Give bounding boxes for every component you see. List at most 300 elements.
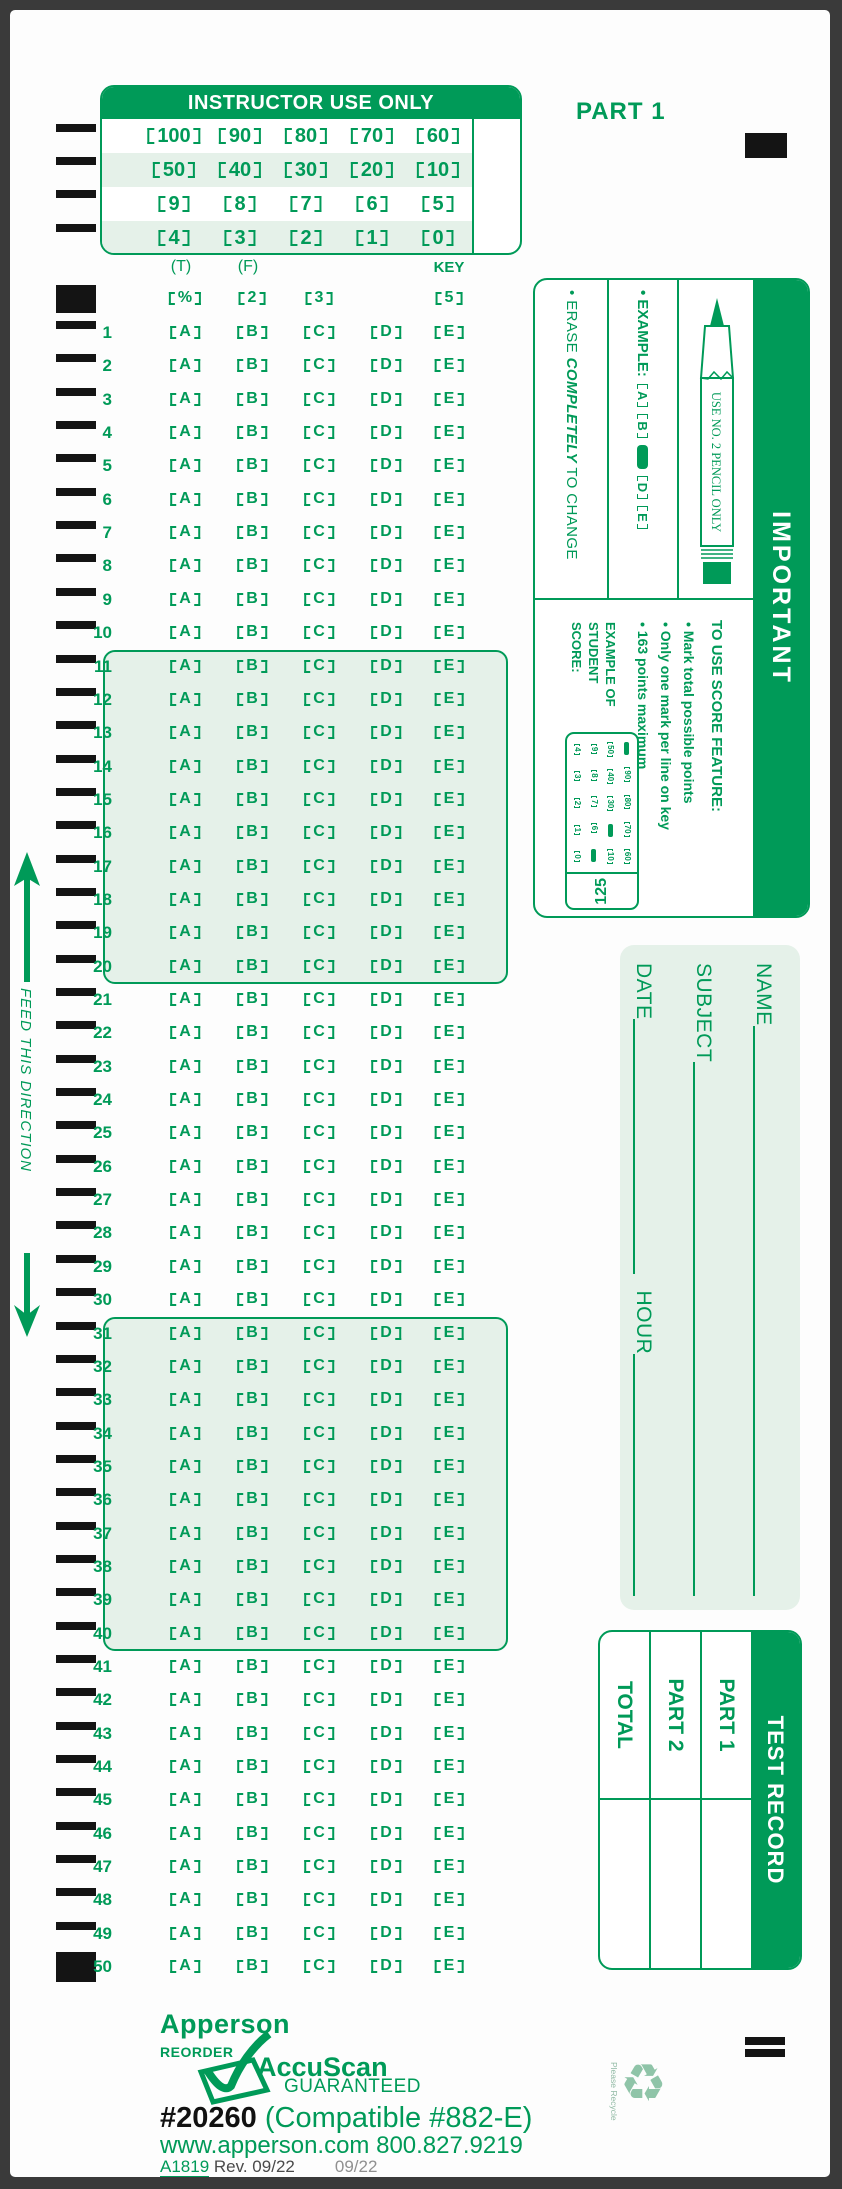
score-bubble-100[interactable]: 100	[147, 126, 200, 146]
answer-bubble-q17-A[interactable]: A	[170, 858, 200, 874]
answer-bubble-q36-A[interactable]: A	[170, 1491, 200, 1507]
answer-bubble-q38-C[interactable]: C	[304, 1558, 334, 1574]
answer-bubble-q24-A[interactable]: A	[170, 1091, 200, 1107]
right-bracket	[395, 1260, 401, 1273]
score-bubble-50[interactable]: 50	[153, 160, 195, 180]
answer-bubble-q2-D[interactable]: D	[371, 357, 401, 373]
answer-bubble-q10-B[interactable]: B	[237, 624, 267, 640]
answer-bubble-q43-C[interactable]: C	[304, 1725, 334, 1741]
answer-bubble-q20-B[interactable]: B	[237, 958, 267, 974]
answer-bubble-q1-C[interactable]: C	[304, 324, 334, 340]
answer-bubble-q34-C[interactable]: C	[304, 1425, 334, 1441]
answer-bubble-q10-A[interactable]: A	[170, 624, 200, 640]
answer-bubble-q9-B[interactable]: B	[237, 591, 267, 607]
answer-bubble-q18-C[interactable]: C	[304, 891, 334, 907]
score-bubble-90[interactable]: 90	[219, 126, 261, 146]
answer-bubble-q10-D[interactable]: D	[371, 624, 401, 640]
answer-bubble-q18-E[interactable]: E	[435, 891, 464, 907]
answer-bubble-q33-E[interactable]: E	[435, 1391, 464, 1407]
score-bubble-5[interactable]: 5	[422, 194, 453, 214]
right-bracket	[457, 426, 463, 439]
answer-bubble-q9-A[interactable]: A	[170, 591, 200, 607]
answer-bubble-q3-D[interactable]: D	[371, 391, 401, 407]
answer-bubble-q38-E[interactable]: E	[435, 1558, 464, 1574]
right-bracket	[194, 593, 200, 606]
answer-bubble-q48-A[interactable]: A	[170, 1891, 200, 1907]
left-bracket	[237, 693, 243, 706]
answer-bubble-q43-D[interactable]: D	[371, 1725, 401, 1741]
answer-bubble-q46-B[interactable]: B	[237, 1825, 267, 1841]
answer-bubble-q19-B[interactable]: B	[237, 924, 267, 940]
answer-bubble-q22-C[interactable]: C	[304, 1024, 334, 1040]
answer-bubble-q39-C[interactable]: C	[304, 1591, 334, 1607]
answer-bubble-q38-D[interactable]: D	[371, 1558, 401, 1574]
answer-bubble-q35-E[interactable]: E	[435, 1458, 464, 1474]
answer-bubble-q36-B[interactable]: B	[237, 1491, 267, 1507]
answer-bubble-q17-B[interactable]: B	[237, 858, 267, 874]
answer-bubble-q18-A[interactable]: A	[170, 891, 200, 907]
answer-bubble-q43-E[interactable]: E	[435, 1725, 464, 1741]
answer-bubble-q37-B[interactable]: B	[237, 1525, 267, 1541]
answer-bubble-q31-A[interactable]: A	[170, 1325, 200, 1341]
answer-bubble-q13-D[interactable]: D	[371, 724, 401, 740]
answer-bubble-q47-C[interactable]: C	[304, 1858, 334, 1874]
answer-bubble-q48-D[interactable]: D	[371, 1891, 401, 1907]
answer-bubble-q13-A[interactable]: A	[170, 724, 200, 740]
answer-bubble-q27-E[interactable]: E	[435, 1191, 464, 1207]
answer-bubble-q40-C[interactable]: C	[304, 1625, 334, 1641]
answer-bubble-q47-B[interactable]: B	[237, 1858, 267, 1874]
answer-bubble-q16-B[interactable]: B	[237, 824, 267, 840]
answer-bubble-q13-C[interactable]: C	[304, 724, 334, 740]
answer-bubble-q50-A[interactable]: A	[170, 1958, 200, 1974]
right-bracket	[395, 1527, 401, 1540]
answer-bubble-q46-E[interactable]: E	[435, 1825, 464, 1841]
answer-bubble-q29-D[interactable]: D	[371, 1258, 401, 1274]
answer-bubble-q6-D[interactable]: D	[371, 491, 401, 507]
answer-bubble-q36-E[interactable]: E	[435, 1491, 464, 1507]
answer-bubble-q41-D[interactable]: D	[371, 1658, 401, 1674]
answer-bubble-q3-C[interactable]: C	[304, 391, 334, 407]
answer-bubble-q4-B[interactable]: B	[237, 424, 267, 440]
answer-bubble-q35-D[interactable]: D	[371, 1458, 401, 1474]
answer-bubble-q37-E[interactable]: E	[435, 1525, 464, 1541]
answer-bubble-q50-D[interactable]: D	[371, 1958, 401, 1974]
answer-bubble-q40-B[interactable]: B	[237, 1625, 267, 1641]
right-bracket	[395, 1026, 401, 1039]
answer-bubble-q7-B[interactable]: B	[237, 524, 267, 540]
answer-bubble-q28-C[interactable]: C	[304, 1224, 334, 1240]
answer-bubble-q7-C[interactable]: C	[304, 524, 334, 540]
total-score-cell[interactable]	[600, 1800, 649, 1968]
answer-bubble-q50-B[interactable]: B	[237, 1958, 267, 1974]
answer-bubble-q36-C[interactable]: C	[304, 1491, 334, 1507]
score-bubble-30[interactable]: 30	[285, 160, 327, 180]
answer-bubble-q21-E[interactable]: E	[435, 991, 464, 1007]
answer-bubble-q18-D[interactable]: D	[371, 891, 401, 907]
answer-bubble-q41-C[interactable]: C	[304, 1658, 334, 1674]
answer-bubble-q31-B[interactable]: B	[237, 1325, 267, 1341]
answer-bubble-q44-B[interactable]: B	[237, 1758, 267, 1774]
answer-bubble-q46-D[interactable]: D	[371, 1825, 401, 1841]
answer-bubble-q38-B[interactable]: B	[237, 1558, 267, 1574]
score-bubble-40[interactable]: 40	[219, 160, 261, 180]
answer-bubble-q2-B[interactable]: B	[237, 357, 267, 373]
answer-bubble-q26-A[interactable]: A	[170, 1158, 200, 1174]
answer-bubble-q27-B[interactable]: B	[237, 1191, 267, 1207]
answer-bubble-q12-A[interactable]: A	[170, 691, 200, 707]
answer-bubble-q37-C[interactable]: C	[304, 1525, 334, 1541]
left-bracket	[371, 1093, 377, 1106]
answer-bubble-q20-C[interactable]: C	[304, 958, 334, 974]
answer-bubble-q9-E[interactable]: E	[435, 591, 464, 607]
answer-bubble-q27-D[interactable]: D	[371, 1191, 401, 1207]
answer-bubble-q32-E[interactable]: E	[435, 1358, 464, 1374]
answer-bubble-q14-A[interactable]: A	[170, 758, 200, 774]
subject-input-line[interactable]	[693, 1062, 703, 1596]
answer-bubble-q5-D[interactable]: D	[371, 457, 401, 473]
key-bubble-%[interactable]: %	[169, 290, 201, 306]
answer-bubble-q44-C[interactable]: C	[304, 1758, 334, 1774]
answer-bubble-q26-E[interactable]: E	[435, 1158, 464, 1174]
answer-bubble-q47-A[interactable]: A	[170, 1858, 200, 1874]
score-bubble-60[interactable]: 60	[417, 126, 459, 146]
answer-bubble-q31-E[interactable]: E	[435, 1325, 464, 1341]
answer-bubble-q7-E[interactable]: E	[435, 524, 464, 540]
score-bubble-9[interactable]: 9	[158, 194, 189, 214]
answer-bubble-q12-D[interactable]: D	[371, 691, 401, 707]
left-bracket	[435, 793, 441, 806]
left-bracket	[435, 1627, 441, 1640]
answer-bubble-q40-D[interactable]: D	[371, 1625, 401, 1641]
answer-bubble-q5-E[interactable]: E	[435, 457, 464, 473]
answer-bubble-q33-D[interactable]: D	[371, 1391, 401, 1407]
right-bracket	[328, 1893, 334, 1906]
answer-bubble-q30-B[interactable]: B	[237, 1291, 267, 1307]
answer-bubble-q49-C[interactable]: C	[304, 1925, 334, 1941]
answer-bubble-q5-B[interactable]: B	[237, 457, 267, 473]
answer-bubble-q34-B[interactable]: B	[237, 1425, 267, 1441]
right-bracket	[194, 1193, 200, 1206]
answer-bubble-q50-C[interactable]: C	[304, 1958, 334, 1974]
hour-input-line[interactable]	[633, 1354, 643, 1596]
answer-bubble-q20-E[interactable]: E	[435, 958, 464, 974]
answer-bubble-q48-E[interactable]: E	[435, 1891, 464, 1907]
answer-bubble-q44-E[interactable]: E	[435, 1758, 464, 1774]
answer-bubble-q22-D[interactable]: D	[371, 1024, 401, 1040]
answer-bubble-q14-D[interactable]: D	[371, 758, 401, 774]
answer-bubble-q25-E[interactable]: E	[435, 1124, 464, 1140]
answer-bubble-q31-D[interactable]: D	[371, 1325, 401, 1341]
answer-bubble-q7-D[interactable]: D	[371, 524, 401, 540]
answer-bubble-q14-C[interactable]: C	[304, 758, 334, 774]
answer-bubble-q50-E[interactable]: E	[435, 1958, 464, 1974]
left-bracket	[237, 1193, 243, 1206]
answer-bubble-q32-A[interactable]: A	[170, 1358, 200, 1374]
answer-bubble-q30-C[interactable]: C	[304, 1291, 334, 1307]
answer-bubble-q8-D[interactable]: D	[371, 557, 401, 573]
score-bubble-70[interactable]: 70	[351, 126, 393, 146]
answer-bubble-q27-A[interactable]: A	[170, 1191, 200, 1207]
answer-bubble-q45-A[interactable]: A	[170, 1791, 200, 1807]
answer-bubble-q45-D[interactable]: D	[371, 1791, 401, 1807]
answer-bubble-q36-D[interactable]: D	[371, 1491, 401, 1507]
answer-bubble-q5-A[interactable]: A	[170, 457, 200, 473]
answer-bubble-q14-B[interactable]: B	[237, 758, 267, 774]
answer-bubble-q6-C[interactable]: C	[304, 491, 334, 507]
answer-bubble-q19-A[interactable]: A	[170, 924, 200, 940]
answer-bubble-q45-B[interactable]: B	[237, 1791, 267, 1807]
answer-bubble-q18-B[interactable]: B	[237, 891, 267, 907]
answer-bubble-q35-C[interactable]: C	[304, 1458, 334, 1474]
left-bracket	[371, 1493, 377, 1506]
answer-bubble-q1-A[interactable]: A	[170, 324, 200, 340]
answer-bubble-q2-A[interactable]: A	[170, 357, 200, 373]
answer-bubble-q34-E[interactable]: E	[435, 1425, 464, 1441]
score-bubble-7[interactable]: 7	[290, 194, 321, 214]
answer-bubble-q25-B[interactable]: B	[237, 1124, 267, 1140]
answer-bubble-q40-A[interactable]: A	[170, 1625, 200, 1641]
score-bubble-10[interactable]: 10	[417, 160, 459, 180]
answer-bubble-q24-E[interactable]: E	[435, 1091, 464, 1107]
answer-bubble-q17-C[interactable]: C	[304, 858, 334, 874]
score-bubble-3[interactable]: 3	[224, 228, 255, 248]
answer-bubble-q11-D[interactable]: D	[371, 658, 401, 674]
answer-bubble-q42-D[interactable]: D	[371, 1691, 401, 1707]
answer-bubble-q11-C[interactable]: C	[304, 658, 334, 674]
answer-bubble-q4-E[interactable]: E	[435, 424, 464, 440]
answer-bubble-q23-D[interactable]: D	[371, 1058, 401, 1074]
answer-bubble-q22-A[interactable]: A	[170, 1024, 200, 1040]
answer-bubble-q17-E[interactable]: E	[435, 858, 464, 874]
answer-bubble-q42-E[interactable]: E	[435, 1691, 464, 1707]
answer-bubble-q11-A[interactable]: A	[170, 658, 200, 674]
answer-bubble-q4-C[interactable]: C	[304, 424, 334, 440]
answer-bubble-q39-E[interactable]: E	[435, 1591, 464, 1607]
answer-bubble-q26-B[interactable]: B	[237, 1158, 267, 1174]
answer-bubble-q30-E[interactable]: E	[435, 1291, 464, 1307]
answer-bubble-q23-E[interactable]: E	[435, 1058, 464, 1074]
answer-bubble-q16-E[interactable]: E	[435, 824, 464, 840]
answer-bubble-q2-C[interactable]: C	[304, 357, 334, 373]
answer-bubble-q37-D[interactable]: D	[371, 1525, 401, 1541]
answer-bubble-q32-C[interactable]: C	[304, 1358, 334, 1374]
answer-bubble-q39-A[interactable]: A	[170, 1591, 200, 1607]
answer-bubble-q12-B[interactable]: B	[237, 691, 267, 707]
answer-bubble-q8-A[interactable]: A	[170, 557, 200, 573]
answer-bubble-q41-B[interactable]: B	[237, 1658, 267, 1674]
score-bubble-80[interactable]: 80	[285, 126, 327, 146]
score-bubble-8[interactable]: 8	[224, 194, 255, 214]
answer-bubble-q2-E[interactable]: E	[435, 357, 464, 373]
question-number: 2	[102, 356, 112, 375]
answer-bubble-q1-B[interactable]: B	[237, 324, 267, 340]
answer-bubble-q31-C[interactable]: C	[304, 1325, 334, 1341]
answer-bubble-q3-B[interactable]: B	[237, 391, 267, 407]
answer-bubble-q1-E[interactable]: E	[435, 324, 464, 340]
answer-bubble-q38-A[interactable]: A	[170, 1558, 200, 1574]
answer-bubble-q8-C[interactable]: C	[304, 557, 334, 573]
answer-bubble-q26-C[interactable]: C	[304, 1158, 334, 1174]
answer-bubble-q33-C[interactable]: C	[304, 1391, 334, 1407]
answer-bubble-q8-E[interactable]: E	[435, 557, 464, 573]
question-row-10	[60, 622, 480, 644]
answer-bubble-q12-C[interactable]: C	[304, 691, 334, 707]
answer-bubble-q33-A[interactable]: A	[170, 1391, 200, 1407]
answer-bubble-q33-B[interactable]: B	[237, 1391, 267, 1407]
answer-bubble-q48-C[interactable]: C	[304, 1891, 334, 1907]
answer-bubble-q35-B[interactable]: B	[237, 1458, 267, 1474]
part2-score-cell[interactable]	[651, 1800, 700, 1968]
answer-bubble-q6-B[interactable]: B	[237, 491, 267, 507]
answer-bubble-q22-B[interactable]: B	[237, 1024, 267, 1040]
answer-bubble-q29-A[interactable]: A	[170, 1258, 200, 1274]
answer-bubble-q22-E[interactable]: E	[435, 1024, 464, 1040]
answer-bubble-q29-B[interactable]: B	[237, 1258, 267, 1274]
answer-bubble-q19-C[interactable]: C	[304, 924, 334, 940]
answer-bubble-q15-D[interactable]: D	[371, 791, 401, 807]
answer-bubble-q23-A[interactable]: A	[170, 1058, 200, 1074]
score-bubble-0[interactable]: 0	[422, 228, 453, 248]
answer-bubble-q32-D[interactable]: D	[371, 1358, 401, 1374]
answer-bubble-q3-A[interactable]: A	[170, 391, 200, 407]
answer-bubble-q10-C[interactable]: C	[304, 624, 334, 640]
answer-bubble-q6-E[interactable]: E	[435, 491, 464, 507]
answer-bubble-q41-A[interactable]: A	[170, 1658, 200, 1674]
answer-bubble-q46-C[interactable]: C	[304, 1825, 334, 1841]
answer-bubble-q4-D[interactable]: D	[371, 424, 401, 440]
answer-bubble-q11-E[interactable]: E	[435, 658, 464, 674]
right-bracket	[395, 1193, 401, 1206]
answer-bubble-q21-D[interactable]: D	[371, 991, 401, 1007]
answer-bubble-q28-D[interactable]: D	[371, 1224, 401, 1240]
answer-bubble-q21-C[interactable]: C	[304, 991, 334, 1007]
answer-bubble-q21-A[interactable]: A	[170, 991, 200, 1007]
answer-bubble-q20-D[interactable]: D	[371, 958, 401, 974]
answer-bubble-q15-C[interactable]: C	[304, 791, 334, 807]
answer-bubble-q13-E[interactable]: E	[435, 724, 464, 740]
answer-bubble-q7-A[interactable]: A	[170, 524, 200, 540]
answer-bubble-q30-D[interactable]: D	[371, 1291, 401, 1307]
answer-bubble-q27-C[interactable]: C	[304, 1191, 334, 1207]
answer-bubble-q34-A[interactable]: A	[170, 1425, 200, 1441]
answer-bubble-q21-B[interactable]: B	[237, 991, 267, 1007]
answer-bubble-q9-D[interactable]: D	[371, 591, 401, 607]
answer-bubble-q14-E[interactable]: E	[435, 758, 464, 774]
answer-bubble-q6-A[interactable]: A	[170, 491, 200, 507]
answer-bubble-q20-A[interactable]: A	[170, 958, 200, 974]
answer-bubble-q48-B[interactable]: B	[237, 1891, 267, 1907]
answer-bubble-q16-C[interactable]: C	[304, 824, 334, 840]
answer-bubble-q39-D[interactable]: D	[371, 1591, 401, 1607]
answer-bubble-q13-B[interactable]: B	[237, 724, 267, 740]
answer-bubble-q45-E[interactable]: E	[435, 1791, 464, 1807]
answer-bubble-q28-B[interactable]: B	[237, 1224, 267, 1240]
answer-bubble-q40-E[interactable]: E	[435, 1625, 464, 1641]
date-input-line[interactable]	[633, 1019, 643, 1274]
answer-bubble-q45-C[interactable]: C	[304, 1791, 334, 1807]
answer-bubble-q34-D[interactable]: D	[371, 1425, 401, 1441]
answer-bubble-q39-B[interactable]: B	[237, 1591, 267, 1607]
answer-bubble-q25-C[interactable]: C	[304, 1124, 334, 1140]
answer-bubble-q25-A[interactable]: A	[170, 1124, 200, 1140]
answer-bubble-q44-D[interactable]: D	[371, 1758, 401, 1774]
key-bubble-3[interactable]: 3	[306, 290, 333, 306]
answer-bubble-q46-A[interactable]: A	[170, 1825, 200, 1841]
answer-bubble-q12-E[interactable]: E	[435, 691, 464, 707]
answer-bubble-q16-D[interactable]: D	[371, 824, 401, 840]
score-bubble-20[interactable]: 20	[351, 160, 393, 180]
answer-bubble-q15-B[interactable]: B	[237, 791, 267, 807]
score-bubble-4[interactable]: 4	[158, 228, 189, 248]
answer-bubble-q49-D[interactable]: D	[371, 1925, 401, 1941]
answer-bubble-q23-C[interactable]: C	[304, 1058, 334, 1074]
answer-bubble-q15-E[interactable]: E	[435, 791, 464, 807]
answer-bubble-q25-D[interactable]: D	[371, 1124, 401, 1140]
left-bracket	[237, 1827, 243, 1840]
answer-bubble-q19-D[interactable]: D	[371, 924, 401, 940]
answer-bubble-q11-B[interactable]: B	[237, 658, 267, 674]
answer-bubble-q4-A[interactable]: A	[170, 424, 200, 440]
answer-bubble-q8-B[interactable]: B	[237, 557, 267, 573]
answer-bubble-q37-A[interactable]: A	[170, 1525, 200, 1541]
answer-bubble-q9-C[interactable]: C	[304, 591, 334, 607]
answer-bubble-q15-A[interactable]: A	[170, 791, 200, 807]
left-bracket	[371, 1060, 377, 1073]
answer-bubble-q26-D[interactable]: D	[371, 1158, 401, 1174]
answer-bubble-q1-D[interactable]: D	[371, 324, 401, 340]
answer-bubble-q3-E[interactable]: E	[435, 391, 464, 407]
answer-bubble-q5-C[interactable]: C	[304, 457, 334, 473]
answer-bubble-q19-E[interactable]: E	[435, 924, 464, 940]
answer-bubble-q32-B[interactable]: B	[237, 1358, 267, 1374]
answer-bubble-q42-B[interactable]: B	[237, 1691, 267, 1707]
answer-bubble-q28-E[interactable]: E	[435, 1224, 464, 1240]
answer-bubble-q43-B[interactable]: B	[237, 1725, 267, 1741]
answer-bubble-q44-A[interactable]: A	[170, 1758, 200, 1774]
score-bubble-2[interactable]: 2	[290, 228, 321, 248]
left-bracket	[237, 1527, 243, 1540]
key-bubble-2[interactable]: 2	[239, 290, 266, 306]
answer-bubble-q42-C[interactable]: C	[304, 1691, 334, 1707]
answer-bubble-q29-C[interactable]: C	[304, 1258, 334, 1274]
answer-bubble-q41-E[interactable]: E	[435, 1658, 464, 1674]
score-bubble-6[interactable]: 6	[356, 194, 387, 214]
answer-bubble-q16-A[interactable]: A	[170, 824, 200, 840]
answer-bubble-q49-E[interactable]: E	[435, 1925, 464, 1941]
answer-bubble-q49-A[interactable]: A	[170, 1925, 200, 1941]
answer-bubble-q35-A[interactable]: A	[170, 1458, 200, 1474]
answer-bubble-q10-E[interactable]: E	[435, 624, 464, 640]
part1-score-cell[interactable]	[702, 1800, 751, 1968]
answer-bubble-q42-A[interactable]: A	[170, 1691, 200, 1707]
answer-bubble-q47-E[interactable]: E	[435, 1858, 464, 1874]
name-input-line[interactable]	[753, 1026, 763, 1596]
score-bubble-1[interactable]: 1	[356, 228, 387, 248]
answer-bubble-q30-A[interactable]: A	[170, 1291, 200, 1307]
answer-bubble-q49-B[interactable]: B	[237, 1925, 267, 1941]
answer-bubble-q43-A[interactable]: A	[170, 1725, 200, 1741]
answer-bubble-q23-B[interactable]: B	[237, 1058, 267, 1074]
answer-bubble-q29-E[interactable]: E	[435, 1258, 464, 1274]
answer-bubble-q24-D[interactable]: D	[371, 1091, 401, 1107]
answer-bubble-q47-D[interactable]: D	[371, 1858, 401, 1874]
answer-bubble-q17-D[interactable]: D	[371, 858, 401, 874]
answer-bubble-q24-C[interactable]: C	[304, 1091, 334, 1107]
key-bubble-5[interactable]: 5	[436, 290, 463, 306]
answer-bubble-q24-B[interactable]: B	[237, 1091, 267, 1107]
answer-bubble-q28-A[interactable]: A	[170, 1224, 200, 1240]
